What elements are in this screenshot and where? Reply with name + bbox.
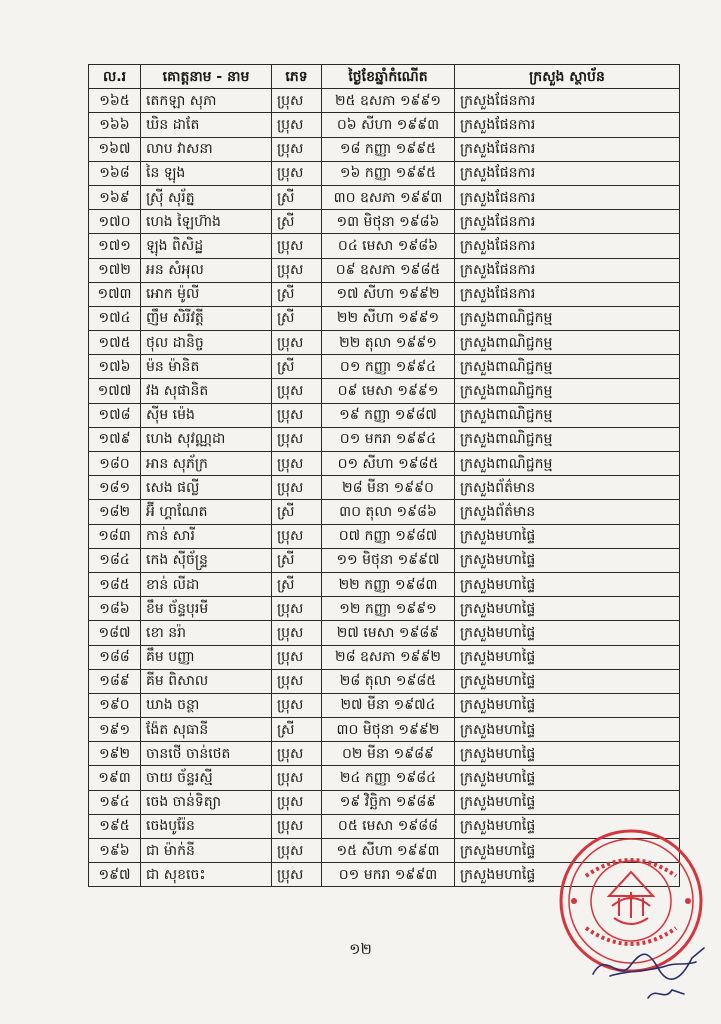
table-row: [89, 669, 680, 693]
cell-name: លាប វាសនា: [141, 137, 272, 161]
cell-name: ឃាង ចន្ថា: [141, 693, 272, 717]
cell-sex: ស្រី: [272, 306, 322, 330]
cell-name: ហេង សុវណ្ណដា: [141, 427, 272, 451]
cell-no: ១៧០: [89, 210, 141, 234]
cell-institution: ក្រសួងមហាផ្ទៃ: [455, 693, 680, 717]
cell-institution: ក្រសួងផែនការ: [455, 210, 680, 234]
table-row: [89, 379, 680, 403]
cell-no: ១៧៥: [89, 331, 141, 355]
cell-sex: ប្រុស: [272, 839, 322, 863]
cell-name: ហេង ឡៃហ៊ាង: [141, 210, 272, 234]
cell-name: ស៊ីម ម៉េង: [141, 403, 272, 427]
table-row: [89, 476, 680, 500]
cell-dob: ១៩ វិច្ឆិកា ១៩៨៩: [322, 790, 455, 814]
cell-dob: ១៧ សីហា ១៩៩២: [322, 282, 455, 306]
cell-institution: ក្រសួងមហាផ្ទៃ: [455, 863, 680, 887]
cell-institution: ក្រសួងផែនការ: [455, 161, 680, 185]
cell-sex: ប្រុស: [272, 137, 322, 161]
personnel-table: [88, 64, 680, 887]
cell-sex: ប្រុស: [272, 427, 322, 451]
cell-dob: ៣០ ឧសភា ១៩៩៣: [322, 185, 455, 209]
cell-name: ម៉ន ម៉ានិត: [141, 355, 272, 379]
cell-sex: ប្រុស: [272, 403, 322, 427]
cell-dob: ០១ កញ្ញា ១៩៩៤: [322, 355, 455, 379]
cell-sex: ប្រុស: [272, 814, 322, 838]
table-row: [89, 548, 680, 572]
cell-name: គឹម បញ្ញា: [141, 645, 272, 669]
cell-no: ១៨៩: [89, 669, 141, 693]
cell-sex: ស្រី: [272, 500, 322, 524]
cell-no: ១៩៤: [89, 790, 141, 814]
cell-no: ១៩៣: [89, 766, 141, 790]
cell-dob: ២២ សីហា ១៩៩១: [322, 306, 455, 330]
table-row: [89, 790, 680, 814]
cell-dob: ២៥ ឧសភា ១៩៩១: [322, 89, 455, 113]
table-row: [89, 766, 680, 790]
cell-name: តេកឡា សុភា: [141, 89, 272, 113]
table-row: [89, 597, 680, 621]
cell-institution: ក្រសួងមហាផ្ទៃ: [455, 645, 680, 669]
cell-sex: ស្រី: [272, 282, 322, 306]
cell-sex: ស្រី: [272, 718, 322, 742]
cell-dob: ២២ តុលា ១៩៩១: [322, 331, 455, 355]
cell-institution: ក្រសួងមហាផ្ទៃ: [455, 548, 680, 572]
cell-institution: ក្រសួងពាណិជ្ជកម្ម: [455, 403, 680, 427]
cell-sex: ប្រុស: [272, 766, 322, 790]
cell-no: ១៨៨: [89, 645, 141, 669]
cell-sex: ប្រុស: [272, 161, 322, 185]
table-row: [89, 427, 680, 451]
cell-institution: ក្រសួងពាណិជ្ជកម្ម: [455, 452, 680, 476]
table-row: [89, 89, 680, 113]
table-row: [89, 137, 680, 161]
cell-sex: ស្រី: [272, 185, 322, 209]
cell-institution: ក្រសួងមហាផ្ទៃ: [455, 766, 680, 790]
table-row: [89, 234, 680, 258]
cell-no: ១៦៦: [89, 113, 141, 137]
table-row: [89, 306, 680, 330]
cell-dob: ២២ កញ្ញា ១៩៨៣: [322, 572, 455, 596]
cell-no: ១៩២: [89, 742, 141, 766]
cell-name: ញឹម សិរីវត្តី: [141, 306, 272, 330]
cell-sex: ប្រុស: [272, 331, 322, 355]
cell-name: ជា សុខចេះ: [141, 863, 272, 887]
cell-name: ខោ នរ៉ា: [141, 621, 272, 645]
cell-dob: ២៤ កញ្ញា ១៩៨៤: [322, 766, 455, 790]
cell-name: គីម ពិសាល: [141, 669, 272, 693]
cell-sex: ប្រុស: [272, 863, 322, 887]
cell-sex: ស្រី: [272, 355, 322, 379]
cell-no: ១៨១: [89, 476, 141, 500]
cell-name: អាន សុភ័ក្រ: [141, 452, 272, 476]
cell-no: ១៨៤: [89, 548, 141, 572]
cell-institution: ក្រសួងពាណិជ្ជកម្ម: [455, 355, 680, 379]
cell-dob: ០៦ សីហា ១៩៩៣: [322, 113, 455, 137]
header-name: គោត្តនាម - នាម: [141, 65, 272, 89]
cell-no: ១៩៦: [89, 839, 141, 863]
cell-dob: ២៧ មេសា ១៩៨៩: [322, 621, 455, 645]
cell-sex: ស្រី: [272, 548, 322, 572]
cell-institution: ក្រសួងមហាផ្ទៃ: [455, 669, 680, 693]
cell-no: ១៧៤: [89, 306, 141, 330]
cell-name: ឃិន ដាតែ: [141, 113, 272, 137]
table-row: [89, 258, 680, 282]
cell-sex: ប្រុស: [272, 742, 322, 766]
cell-name: ខាន់ លីដា: [141, 572, 272, 596]
cell-institution: ក្រសួងមហាផ្ទៃ: [455, 572, 680, 596]
cell-no: ១៧៣: [89, 282, 141, 306]
cell-dob: ០៥ មេសា ១៩៨៨: [322, 814, 455, 838]
table-row: [89, 113, 680, 137]
cell-name: អ៊ី ហ្គាណែត: [141, 500, 272, 524]
cell-institution: ក្រសួងមហាផ្ទៃ: [455, 621, 680, 645]
cell-no: ១៧៨: [89, 403, 141, 427]
cell-dob: ០២ មីនា ១៩៨៩: [322, 742, 455, 766]
cell-sex: ប្រុស: [272, 258, 322, 282]
cell-dob: ០៩ ឧសភា ១៩៨៥: [322, 258, 455, 282]
table-row: [89, 403, 680, 427]
cell-no: ១៨៧: [89, 621, 141, 645]
cell-institution: ក្រសួងផែនការ: [455, 89, 680, 113]
cell-name: សេង ផល្លី: [141, 476, 272, 500]
cell-sex: ប្រុស: [272, 597, 322, 621]
cell-institution: ក្រសួងផែនការ: [455, 185, 680, 209]
table-row: [89, 185, 680, 209]
cell-sex: ប្រុស: [272, 645, 322, 669]
cell-institution: ក្រសួងផែនការ: [455, 137, 680, 161]
cell-institution: ក្រសួងផែនការ: [455, 113, 680, 137]
table-header-row: [89, 65, 680, 89]
cell-no: ១៨៣: [89, 524, 141, 548]
cell-institution: ក្រសួងពាណិជ្ជកម្ម: [455, 331, 680, 355]
cell-sex: ស្រី: [272, 572, 322, 596]
cell-no: ១៧១: [89, 234, 141, 258]
cell-name: ចាយ ច័ន្ទរស្មី: [141, 766, 272, 790]
table-body: [89, 89, 680, 887]
cell-sex: ប្រុស: [272, 379, 322, 403]
cell-dob: ២៧ មីនា ១៩៧៤: [322, 693, 455, 717]
cell-dob: ១១ មិថុនា ១៩៩៧: [322, 548, 455, 572]
cell-dob: ០១ មករា ១៩៩៤: [322, 427, 455, 451]
header-institution: ក្រសួង ស្ថាប័ន: [455, 65, 680, 89]
cell-dob: ១៣ មិថុនា ១៩៨៦: [322, 210, 455, 234]
cell-institution: ក្រសួងមហាផ្ទៃ: [455, 742, 680, 766]
cell-sex: ប្រុស: [272, 621, 322, 645]
cell-institution: ក្រសួងពាណិជ្ជកម្ម: [455, 427, 680, 451]
table-row: [89, 331, 680, 355]
cell-name: វង សុផានិត: [141, 379, 272, 403]
cell-sex: ប្រុស: [272, 234, 322, 258]
table-row: [89, 210, 680, 234]
cell-no: ១៦៥: [89, 89, 141, 113]
cell-no: ១៧៧: [89, 379, 141, 403]
cell-no: ១៩៧: [89, 863, 141, 887]
cell-dob: ០៩ មេសា ១៩៩១: [322, 379, 455, 403]
cell-dob: ២៨ ឧសភា ១៩៩២: [322, 645, 455, 669]
cell-sex: ប្រុស: [272, 693, 322, 717]
cell-institution: ក្រសួងព័ត៌មាន: [455, 500, 680, 524]
cell-name: ចានថើ ចាន់ថេត: [141, 742, 272, 766]
cell-no: ១៩៥: [89, 814, 141, 838]
table-row: [89, 718, 680, 742]
cell-name: ថុល ដានិច្ច: [141, 331, 272, 355]
table-row: [89, 572, 680, 596]
table-row: [89, 645, 680, 669]
cell-no: ១៦៩: [89, 185, 141, 209]
table-row: [89, 621, 680, 645]
cell-name: ចេងបូរ៉ែន: [141, 814, 272, 838]
cell-dob: ១៨ កញ្ញា ១៩៩៥: [322, 137, 455, 161]
cell-name: ស៊្រី សុរ័ត្ន: [141, 185, 272, 209]
cell-sex: ប្រុស: [272, 89, 322, 113]
cell-name: ជា ម៉ាក់នី: [141, 839, 272, 863]
cell-name: អន សំអុល: [141, 258, 272, 282]
cell-institution: ក្រសួងមហាផ្ទៃ: [455, 597, 680, 621]
cell-sex: ស្រី: [272, 210, 322, 234]
table-row: [89, 524, 680, 548]
cell-dob: ០៧ កញ្ញា ១៩៨៧: [322, 524, 455, 548]
table-row: [89, 161, 680, 185]
cell-no: ១៩១: [89, 718, 141, 742]
cell-name: ង៉ែត សុធានី: [141, 718, 272, 742]
table-row: [89, 452, 680, 476]
cell-no: ១៨២: [89, 500, 141, 524]
cell-institution: ក្រសួងផែនការ: [455, 258, 680, 282]
cell-sex: ប្រុស: [272, 452, 322, 476]
cell-dob: ២៨ មីនា ១៩៩០: [322, 476, 455, 500]
table-row: [89, 282, 680, 306]
cell-no: ១៦៨: [89, 161, 141, 185]
cell-institution: ក្រសួងមហាផ្ទៃ: [455, 790, 680, 814]
cell-dob: ១៩ កញ្ញា ១៩៨៧: [322, 403, 455, 427]
cell-dob: ២៨ តុលា ១៩៨៥: [322, 669, 455, 693]
cell-dob: ៣០ តុលា ១៩៨៦: [322, 500, 455, 524]
cell-institution: ក្រសួងមហាផ្ទៃ: [455, 839, 680, 863]
cell-no: ១៧៩: [89, 427, 141, 451]
header-dob: ថ្ងៃខែឆ្នាំកំណើត: [322, 65, 455, 89]
header-no: ល.រ: [89, 65, 141, 89]
cell-institution: ក្រសួងមហាផ្ទៃ: [455, 814, 680, 838]
cell-name: ចេង ចាន់ទិត្យា: [141, 790, 272, 814]
cell-name: នៃ ឡុង: [141, 161, 272, 185]
cell-dob: ៣០ មិថុនា ១៩៩២: [322, 718, 455, 742]
cell-institution: ក្រសួងព័ត៌មាន: [455, 476, 680, 500]
cell-name: ខឹម ច័ន្ទបុរមី: [141, 597, 272, 621]
table-row: [89, 693, 680, 717]
cell-no: ១៩០: [89, 693, 141, 717]
cell-sex: ប្រុស: [272, 524, 322, 548]
cell-institution: ក្រសួងមហាផ្ទៃ: [455, 718, 680, 742]
cell-sex: ប្រុស: [272, 669, 322, 693]
table-row: [89, 500, 680, 524]
cell-sex: ប្រុស: [272, 113, 322, 137]
cell-dob: ០៤ មេសា ១៩៨៦: [322, 234, 455, 258]
cell-sex: ប្រុស: [272, 790, 322, 814]
cell-institution: ក្រសួងមហាផ្ទៃ: [455, 524, 680, 548]
page-number: ១២: [349, 940, 372, 958]
cell-sex: ប្រុស: [272, 476, 322, 500]
cell-dob: ១៥ សីហា ១៩៩៣: [322, 839, 455, 863]
table-row: [89, 742, 680, 766]
cell-no: ១៦៧: [89, 137, 141, 161]
cell-name: ឡុង ពិសិដ្ឋ: [141, 234, 272, 258]
cell-dob: ០១ សីហា ១៩៨៥: [322, 452, 455, 476]
signature-icon: [588, 932, 718, 1007]
cell-institution: ក្រសួងផែនការ: [455, 234, 680, 258]
cell-institution: ក្រសួងផែនការ: [455, 282, 680, 306]
cell-institution: ក្រសួងពាណិជ្ជកម្ម: [455, 306, 680, 330]
cell-no: ១៨៦: [89, 597, 141, 621]
cell-name: កាន់ សារី: [141, 524, 272, 548]
cell-no: ១៧៦: [89, 355, 141, 379]
cell-dob: ០១ មករា ១៩៩៣: [322, 863, 455, 887]
table-row: [89, 355, 680, 379]
cell-name: កេង ស៊ីច័ន្ទ្រ: [141, 548, 272, 572]
cell-institution: ក្រសួងពាណិជ្ជកម្ម: [455, 379, 680, 403]
cell-no: ១៨០: [89, 452, 141, 476]
cell-no: ១៧២: [89, 258, 141, 282]
header-sex: ភេទ: [272, 65, 322, 89]
cell-dob: ១៦ កញ្ញា ១៩៩៥: [322, 161, 455, 185]
cell-name: អោក ម៉ូលី: [141, 282, 272, 306]
cell-dob: ១២ កញ្ញា ១៩៩១: [322, 597, 455, 621]
cell-no: ១៨៥: [89, 572, 141, 596]
